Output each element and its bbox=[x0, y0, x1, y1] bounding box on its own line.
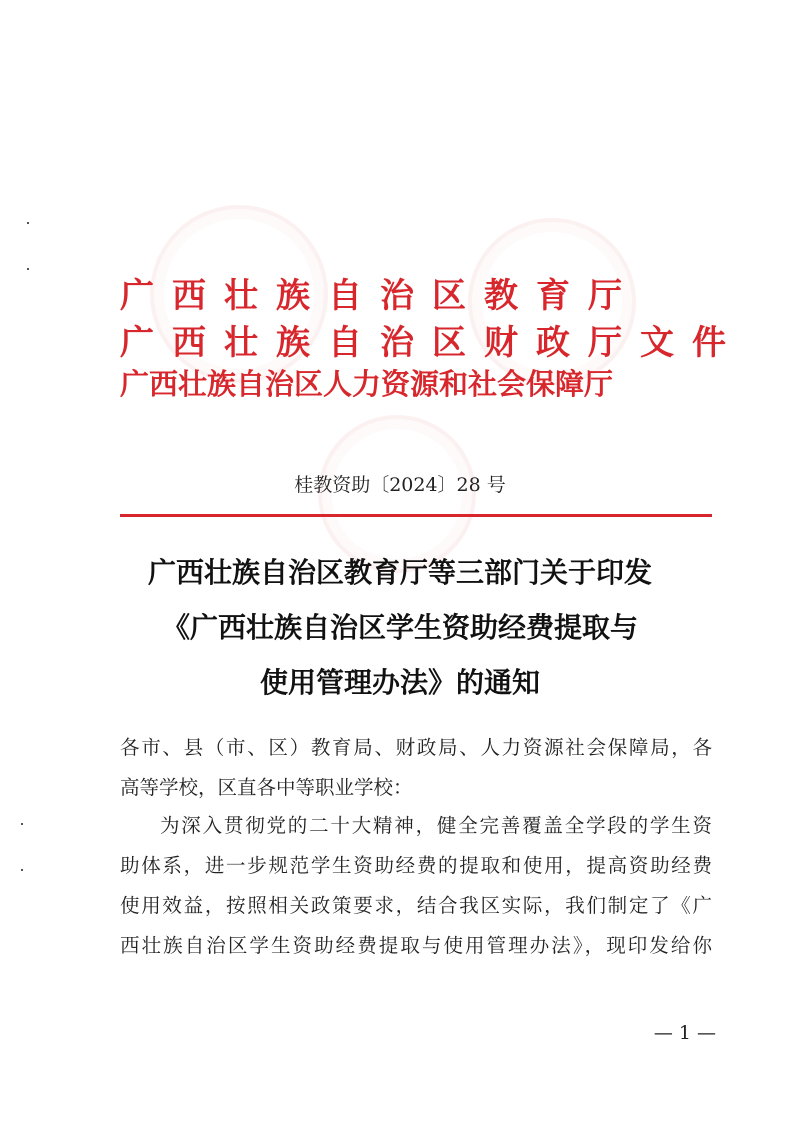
paragraph-line: 助体系，进一步规范学生资助经费的提取和使用，提高资助经费 bbox=[120, 854, 712, 877]
issuing-agency-education: 广西壮族自治区教育厅 bbox=[120, 276, 640, 316]
document-number: 桂教资助〔2024〕28 号 bbox=[294, 474, 506, 496]
issuing-agency-finance: 广西壮族自治区财政厅文件 bbox=[120, 323, 744, 363]
title-line: 《广西壮族自治区学生资助经费提取与 bbox=[161, 611, 638, 644]
paragraph-line: 使用效益，按照相关政策要求，结合我区实际，我们制定了《广 bbox=[120, 894, 712, 917]
scan-speck bbox=[27, 222, 29, 224]
header-divider bbox=[120, 514, 712, 517]
title-line: 使用管理办法》的通知 bbox=[259, 666, 540, 699]
page-number: — 1 — bbox=[653, 1022, 716, 1044]
scan-speck bbox=[21, 823, 23, 825]
paragraph-line: 西壮族自治区学生资助经费提取与使用管理办法》，现印发给你 bbox=[120, 934, 712, 957]
salutation-line: 各市、县（市、区）教育局、财政局、人力资源社会保障局，各 bbox=[120, 736, 712, 759]
document-title bbox=[0, 545, 800, 710]
scan-speck bbox=[27, 268, 29, 270]
body-paragraph bbox=[120, 806, 712, 966]
paragraph-line: 为深入贯彻党的二十大精神，健全完善覆盖全学段的学生资 bbox=[160, 814, 712, 837]
issuing-agency-hrss: 广西壮族自治区人力资源和社会保障厅 bbox=[120, 367, 614, 401]
salutation-line: 高等学校，区直各中等职业学校： bbox=[120, 776, 413, 799]
salutation bbox=[120, 728, 712, 808]
scan-speck bbox=[21, 869, 23, 871]
title-line: 广西壮族自治区教育厅等三部门关于印发 bbox=[147, 556, 652, 589]
